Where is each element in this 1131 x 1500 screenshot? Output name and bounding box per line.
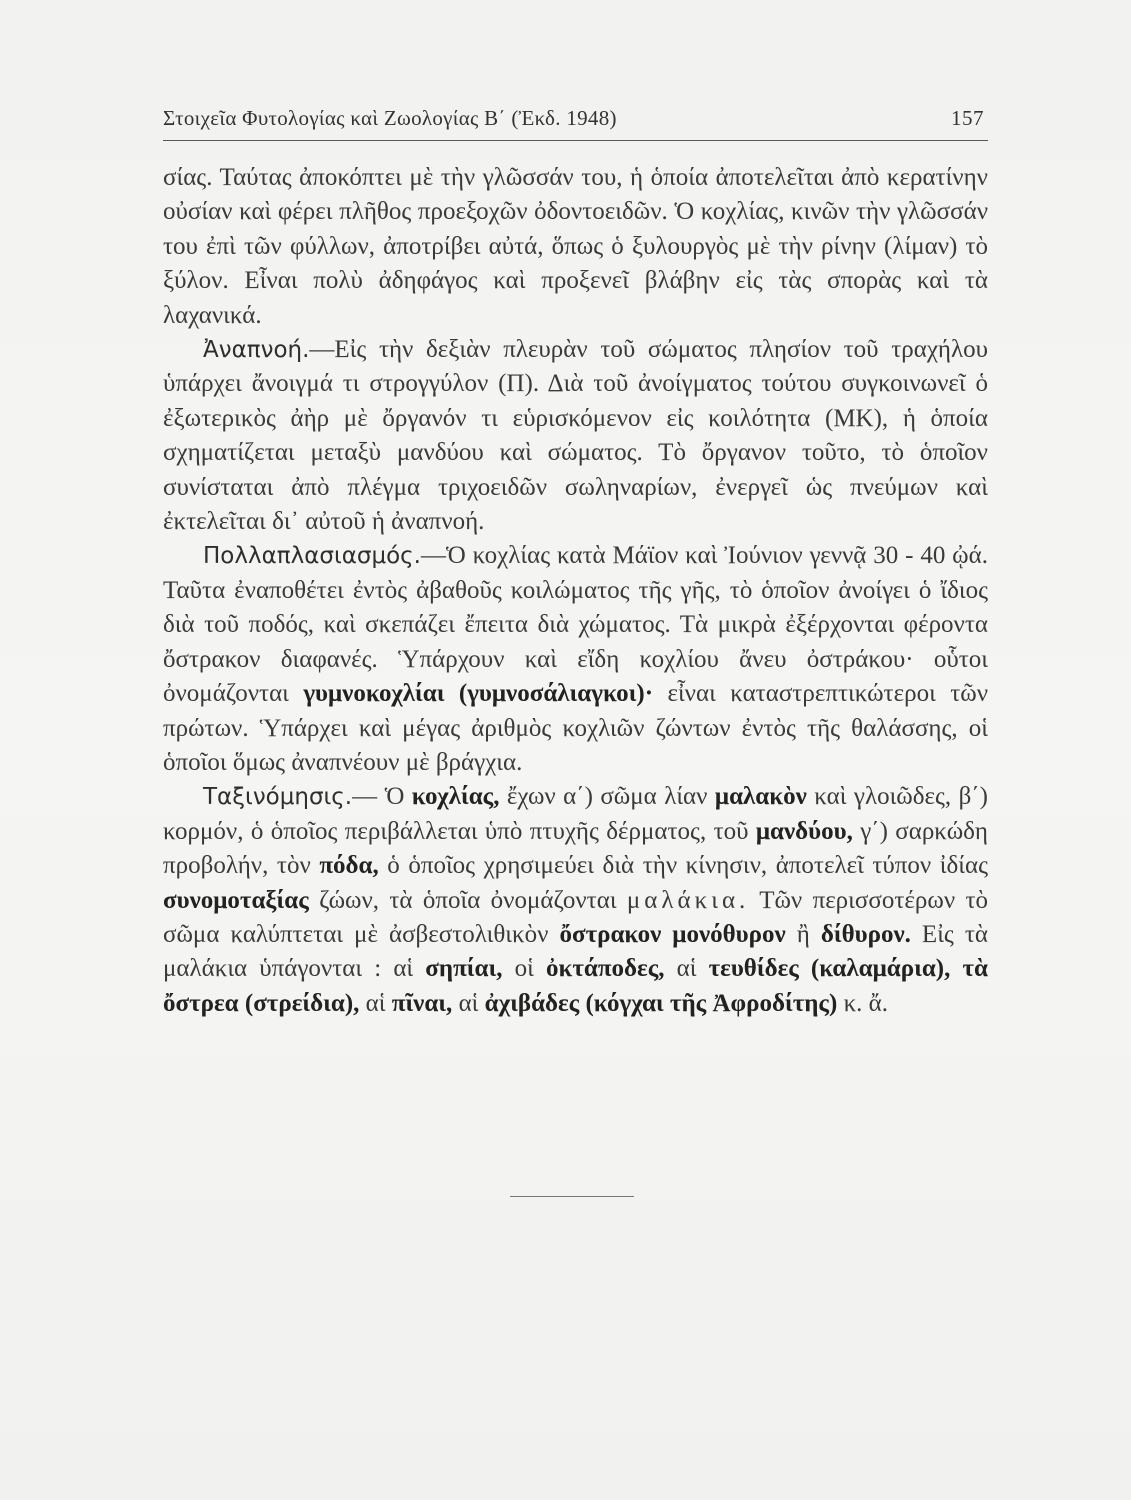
bold-term: μανδύου, — [755, 817, 853, 845]
paragraph-text: καὶ γλοιῶδες, β΄) κορμόν, ὁ ὁποῖος περιβάλλεται ὑπὸ πτυχῆς δέρματος, τοῦ — [163, 783, 988, 845]
paragraph-text: γ΄) σαρκώδη προβολήν, τὸν — [163, 817, 988, 880]
paragraph-text: αἱ — [452, 989, 485, 1017]
paragraph-text: εἶναι καταστρεπτικώτεροι τῶν πρώτων. Ὑπάρχει καὶ μέγας ἀριθμὸς κοχλιῶν ζώντων ἐντὸς τῆς θαλάσσης, οἱ ὁποῖοι ὅμως ἀναπνέουν μὲ βράγχια. — [163, 680, 989, 776]
bold-term: πόδα, — [319, 852, 379, 880]
bold-term: γυμνοκοχλίαι (γυμνοσάλιαγκοι)· — [303, 680, 654, 708]
paragraph-feeding — [163, 161, 988, 333]
bold-term: πῖναι, — [391, 989, 453, 1017]
page-number: 157 — [951, 106, 984, 130]
bold-term: μαλακὸν — [714, 783, 807, 811]
paragraph-text: — Ὁ — [352, 783, 412, 811]
paragraph-text: οἱ — [502, 955, 546, 983]
paragraph-text: αἱ — [664, 955, 709, 983]
paragraph-text: κ. ἄ. — [837, 989, 889, 1017]
running-header — [163, 100, 988, 141]
section-heading-reproduction: Πολλαπλασιασμός. — [203, 543, 421, 570]
paragraph-reproduction — [163, 539, 988, 780]
section-end-rule — [510, 1196, 634, 1197]
bold-term: σηπίαι, — [425, 955, 503, 983]
paragraph-text: ἔχων α΄) σῶμα λίαν — [499, 783, 715, 811]
bold-term: τευθίδες (καλαμάρια), τὰ ὄστρεα (στρείδια), — [163, 955, 988, 1017]
paragraph-text: Εἰς τὰ μαλάκια ὑπάγονται : αἱ — [163, 920, 989, 983]
paragraph-text: αἱ — [359, 989, 392, 1017]
paragraph-respiration — [163, 333, 988, 539]
body-text — [163, 161, 988, 1021]
paragraph-text: —Εἰς τὴν δεξιὰν πλευρὰν τοῦ σώματος πλησίον τοῦ τραχήλου ὑπάρχει ἄνοιγμά τι στρογγύλον (Π). Διὰ τοῦ ἀνοίγματος τούτου συγκοινωνεῖ ὁ ἐξωτερικὸς ἀὴρ μὲ ὄργανόν τι εὑρισκόμενον εἰς κοιλότητα (ΜΚ), ἡ ὁποία σχηματίζεται μεταξὺ μανδύου καὶ σώματος. Τὸ ὄργανον τοῦτο, τὸ ὁποῖον συνίσταται ἀπὸ πλέγμα τριχοειδῶν σωληναρίων, ἐνεργεῖ ὡς πνεύμων καὶ ἐκτελεῖται δι᾿ αὐτοῦ ἡ ἀναπνοή. — [163, 336, 988, 536]
bold-term: ὄστρακον μονόθυρον — [559, 920, 786, 948]
bold-term: ἀχιβάδες (κόγχαι τῆς Ἀφροδίτης) — [484, 989, 838, 1017]
paragraph-text: σίας. Ταύτας ἀποκόπτει μὲ τὴν γλῶσσάν του, ἡ ὁποία ἀποτελεῖται ἀπὸ κερατίνην οὐσίαν καὶ φέρει πλῆθος προεξοχῶν ὀδοντοειδῶν. Ὁ κοχλίας, κινῶν τὴν γλῶσσάν του ἐπὶ τῶν φύλλων, ἀποτρίβει αὐτά, ὅπως ὁ ξυλουργὸς μὲ τὴν ρίνην (λίμαν) τὸ ξύλον. Εἶναι πολὺ ἀδηφάγος καὶ προξενεῖ βλάβην εἰς τὰς σπορὰς καὶ τὰ λαχανικά. — [163, 164, 988, 329]
bold-term: συνομοταξίας — [163, 886, 309, 914]
bold-term: κοχλίας, — [411, 783, 500, 811]
paragraph-text: —Ὁ κοχλίας κατὰ Μάϊον καὶ Ἰούνιον γεννᾷ 30 - 40 ᾠά. Ταῦτα ἐναποθέτει ἐντὸς ἀβαθοῦς κοιλώματος τῆς γῆς, τὸ ὁποῖον ἀνοίγει ὁ ἴδιος διὰ τοῦ ποδός, καὶ σκεπάζει ἔπειτα διὰ χώματος. Τὰ μικρὰ ἐξέρχονται φέροντα ὄστρακον διαφανές. Ὑπάρχουν καὶ εἴδη κοχλίου ἄνευ ὀστράκου· οὗτοι ὀνομάζονται — [163, 542, 988, 708]
paragraph-text: Τῶν περισσοτέρων τὸ σῶμα καλύπτεται μὲ ἀσβεστολιθικὸν — [163, 886, 989, 948]
paragraph-text: ζώων, τὰ ὁποῖα ὀνομάζονται — [308, 886, 627, 914]
section-heading-respiration: Ἀναπνοή. — [203, 337, 310, 364]
bold-term: ὀκτάποδες, — [545, 955, 665, 983]
spaced-term: μαλάκια. — [626, 886, 750, 914]
paragraph-text: ἢ — [785, 920, 821, 948]
paragraph-classification — [163, 780, 988, 1021]
bold-term: δίθυρον. — [820, 920, 911, 948]
paragraph-text: ὁ ὁποῖος χρησιμεύει διὰ τὴν κίνησιν, ἀποτελεῖ τύπον ἰδίας — [378, 852, 989, 880]
section-heading-classification: Ταξινόμησις. — [203, 784, 353, 811]
book-title: Στοιχεῖα Φυτολογίας καὶ Ζωολογίας Β΄ (Ἐκδ. 1948) — [163, 106, 617, 130]
